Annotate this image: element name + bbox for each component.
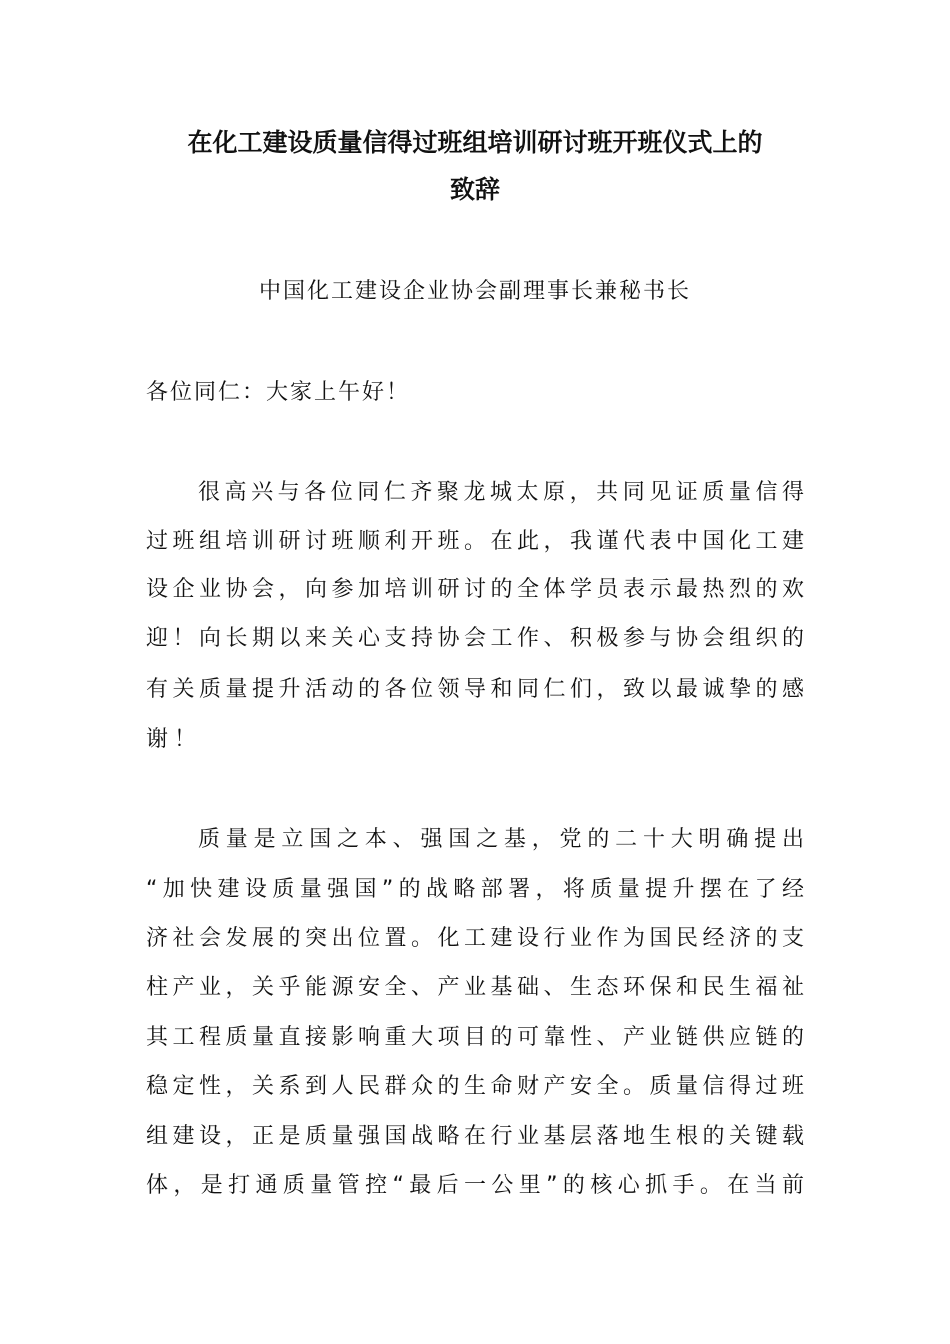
document-title-line-2: 致辞 bbox=[449, 175, 500, 204]
paragraph-line: 设企业协会，向参加培训研讨的全体学员表示最热烈的欢 bbox=[146, 577, 804, 602]
greeting: 各位同仁：大家上午好！ bbox=[146, 380, 411, 405]
paragraph-line: 其工程质量直接影响重大项目的可靠性、产业链供应链的 bbox=[146, 1025, 804, 1050]
paragraph-line: 体，是打通质量管控“最后一公里”的核心抓手。在当前 bbox=[146, 1173, 804, 1198]
paragraph-line: 过班组培训研讨班顺利开班。在此，我谨代表中国化工建 bbox=[146, 529, 804, 554]
paragraph-line: 组建设，正是质量强国战略在行业基层落地生根的关键载 bbox=[146, 1124, 804, 1149]
paragraph-line: 有关质量提升活动的各位领导和同仁们，致以最诚挚的感 bbox=[146, 677, 804, 702]
paragraph-line: 很高兴与各位同仁齐聚龙城太原，共同见证质量信得 bbox=[198, 480, 804, 505]
paragraph-line: 谢！ bbox=[146, 727, 203, 752]
paragraph-line: 济社会发展的突出位置。化工建设行业作为国民经济的支 bbox=[146, 926, 804, 951]
paragraph-line: 迎！向长期以来关心支持协会工作、积极参与协会组织的 bbox=[146, 626, 804, 651]
paragraph-line: 稳定性，关系到人民群众的生命财产安全。质量信得过班 bbox=[146, 1074, 804, 1099]
paragraph-line: “加快建设质量强国”的战略部署，将质量提升摆在了经 bbox=[146, 877, 804, 902]
document-title-line-1: 在化工建设质量信得过班组培训研讨班开班仪式上的 bbox=[187, 128, 763, 157]
paragraph-line: 质量是立国之本、强国之基，党的二十大明确提出 bbox=[198, 827, 804, 852]
author-line: 中国化工建设企业协会副理事长兼秘书长 bbox=[258, 279, 691, 304]
paragraph-line: 柱产业，关乎能源安全、产业基础、生态环保和民生福祉 bbox=[146, 975, 804, 1000]
